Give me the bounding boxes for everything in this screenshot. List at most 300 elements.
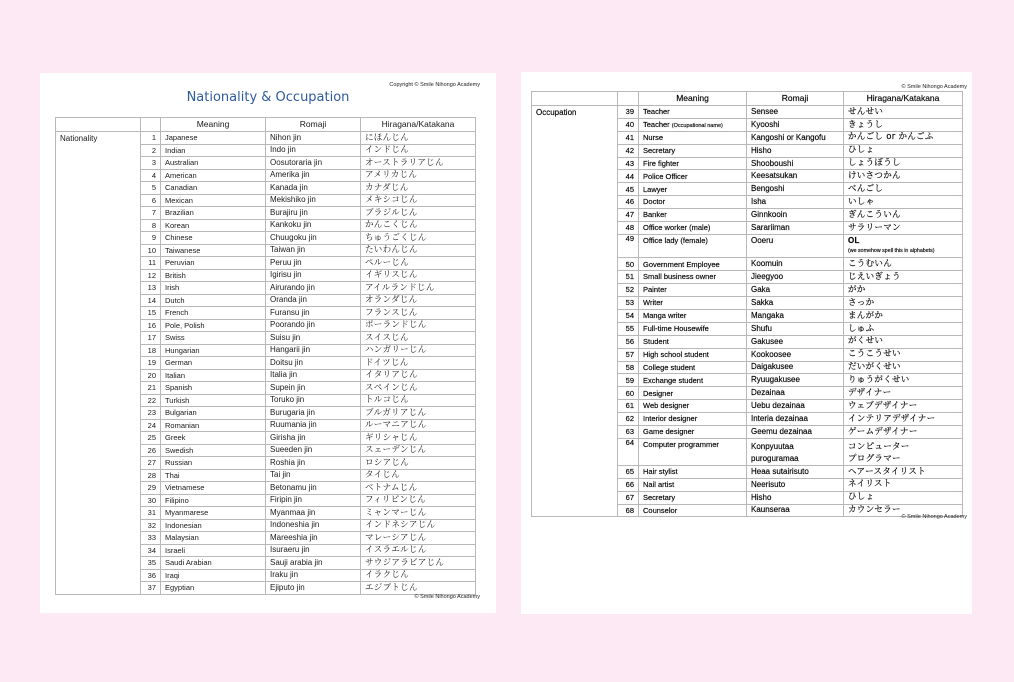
kana-text: がくせい xyxy=(848,336,884,347)
kana-text: スペインじん xyxy=(365,382,418,393)
kana-cell xyxy=(844,400,963,413)
romaji-text: Poorando jin xyxy=(270,320,315,330)
romaji-cell xyxy=(747,131,844,144)
meaning-text: Nurse xyxy=(643,132,664,142)
romaji-cell xyxy=(747,144,844,157)
row-number: 34 xyxy=(141,544,161,557)
column-header-romaji: Romaji xyxy=(747,92,844,106)
meaning-cell xyxy=(161,532,266,545)
romaji-text: Geemu dezainaa xyxy=(751,426,812,436)
meaning-text: Manga writer xyxy=(643,311,687,321)
meaning-text: Indonesian xyxy=(165,520,202,530)
meaning-text: Painter xyxy=(643,285,667,295)
meaning-text: Computer programmer xyxy=(643,439,719,449)
romaji-cell xyxy=(266,557,361,570)
romaji-text: Roshia jin xyxy=(270,457,306,467)
kana-text: イタリアじん xyxy=(365,370,418,380)
kana-cell xyxy=(844,106,963,119)
meaning-text: Turkish xyxy=(165,395,190,405)
kana-text: にほんじん xyxy=(365,132,410,143)
romaji-text: Airurando jin xyxy=(270,282,315,292)
kana-text: エジプトじん xyxy=(365,582,418,593)
row-number: 4 xyxy=(141,169,161,182)
romaji-text: Gakusee xyxy=(751,336,784,346)
romaji-cell xyxy=(747,196,844,209)
kana-cell xyxy=(361,482,476,495)
romaji-cell xyxy=(266,344,361,357)
table-row xyxy=(532,106,963,119)
kana-cell xyxy=(361,144,476,157)
romaji-text: Tai jin xyxy=(270,470,291,480)
row-number: 64 xyxy=(618,438,639,465)
kana-cell xyxy=(361,232,476,245)
kana-cell xyxy=(844,425,963,438)
meaning-note: (Occupational name) xyxy=(671,122,723,129)
romaji-cell xyxy=(747,170,844,183)
romaji-cell xyxy=(266,532,361,545)
romaji-text: Peruu jin xyxy=(270,257,302,267)
row-number: 48 xyxy=(618,222,639,235)
column-header-romaji: Romaji xyxy=(266,118,361,132)
kana-text: アイルランドじん xyxy=(365,282,435,293)
romaji-cell xyxy=(747,478,844,491)
romaji-cell xyxy=(747,374,844,387)
meaning-text: Teacher xyxy=(643,107,670,117)
meaning-cell xyxy=(639,374,747,387)
kana-text: インドじん xyxy=(365,145,410,155)
meaning-cell xyxy=(161,494,266,507)
meaning-cell xyxy=(161,407,266,420)
meaning-text: British xyxy=(165,270,186,280)
kana-text: かんごし or かんごふ xyxy=(848,132,934,143)
romaji-cell xyxy=(266,282,361,295)
romaji-text: Firipin jin xyxy=(270,495,303,505)
row-number: 29 xyxy=(141,482,161,495)
kana-text: ハンガリーじん xyxy=(365,345,427,355)
kana-cell xyxy=(844,491,963,504)
romaji-cell xyxy=(266,419,361,432)
kana-cell xyxy=(361,569,476,582)
row-number: 22 xyxy=(141,394,161,407)
romaji-cell xyxy=(747,491,844,504)
kana-cell xyxy=(361,319,476,332)
meaning-text: Thai xyxy=(165,470,180,480)
meaning-text: Filipino xyxy=(165,495,189,505)
row-number: 46 xyxy=(618,196,639,209)
meaning-text: Government Employee xyxy=(643,259,720,269)
meaning-cell xyxy=(639,413,747,426)
meaning-text: Hair stylist xyxy=(643,467,678,477)
meaning-text: Saudi Arabian xyxy=(165,558,212,567)
meaning-cell xyxy=(161,382,266,395)
meaning-text: Irish xyxy=(165,283,180,292)
row-number: 26 xyxy=(141,444,161,457)
kana-cell xyxy=(361,194,476,207)
romaji-cell xyxy=(266,457,361,470)
column-header-kana: Hiragana/Katakana xyxy=(361,118,476,132)
row-number: 50 xyxy=(618,258,639,271)
row-number: 28 xyxy=(141,469,161,482)
page-right xyxy=(521,72,972,614)
kana-cell xyxy=(844,465,963,478)
romaji-cell xyxy=(266,132,361,145)
meaning-cell xyxy=(161,369,266,382)
meaning-cell xyxy=(161,419,266,432)
kana-cell xyxy=(361,444,476,457)
kana-cell xyxy=(361,519,476,532)
row-number: 31 xyxy=(141,507,161,520)
romaji-cell xyxy=(266,382,361,395)
romaji-text: Heaa sutairisuto xyxy=(751,466,809,476)
kana-cell xyxy=(844,348,963,361)
meaning-text: Designer xyxy=(643,388,674,398)
kana-text: きょうし xyxy=(848,119,884,130)
kana-text: ひしょ xyxy=(848,145,875,156)
kana-text: トルコじん xyxy=(365,395,410,405)
kana-text: ウェブデザイナー xyxy=(848,400,918,411)
meaning-text: High school student xyxy=(643,349,709,359)
meaning-cell xyxy=(161,144,266,157)
meaning-text: Australian xyxy=(165,158,199,167)
romaji-text: Koomuin xyxy=(751,259,783,269)
kana-cell xyxy=(361,219,476,232)
page-left xyxy=(40,73,496,613)
romaji-cell xyxy=(266,182,361,195)
kana-text: しゅふ xyxy=(848,323,875,334)
kana-text: インテリアデザイナー xyxy=(848,413,936,424)
romaji-text: Uebu dezainaa xyxy=(751,401,805,411)
row-number: 43 xyxy=(618,157,639,170)
meaning-cell xyxy=(639,400,747,413)
meaning-cell xyxy=(639,196,747,209)
kana-text: ミャンマーじん xyxy=(365,507,427,518)
meaning-cell xyxy=(161,169,266,182)
meaning-text: Writer xyxy=(643,298,663,308)
meaning-text: Exchange student xyxy=(643,375,704,385)
column-header-kana: Hiragana/Katakana xyxy=(844,92,963,106)
meaning-cell xyxy=(639,387,747,400)
romaji-cell xyxy=(266,294,361,307)
romaji-text: Italia jin xyxy=(270,370,298,380)
kana-cell xyxy=(844,413,963,426)
romaji-text: Amerika jin xyxy=(270,170,310,180)
row-number: 30 xyxy=(141,494,161,507)
kana-text: イスラエルじん xyxy=(365,545,427,555)
meaning-cell xyxy=(639,348,747,361)
meaning-cell xyxy=(639,361,747,374)
romaji-cell xyxy=(747,271,844,284)
romaji-cell xyxy=(747,309,844,322)
copyright-notice: © Smile Nihongo Academy xyxy=(414,594,480,600)
romaji-text: Oosutoraria jin xyxy=(270,157,323,167)
kana-line: プログラマー xyxy=(848,453,901,464)
kana-text: イギリスじん xyxy=(365,270,418,280)
romaji-text: Ejiputo jin xyxy=(270,582,305,592)
romaji-text: Hisho xyxy=(751,145,772,155)
romaji-cell xyxy=(266,394,361,407)
romaji-text: Mekishiko jin xyxy=(270,195,316,205)
header-row xyxy=(532,92,963,106)
romaji-cell xyxy=(747,465,844,478)
kana-text: ロシアじん xyxy=(365,457,410,468)
kana-text: がか xyxy=(848,284,866,295)
romaji-text: Burugaria jin xyxy=(270,407,315,417)
kana-text: タイじん xyxy=(365,470,401,480)
romaji-text: Iraku jin xyxy=(270,570,299,580)
row-number: 65 xyxy=(618,465,639,478)
meaning-cell xyxy=(639,465,747,478)
meaning-text: Swiss xyxy=(165,333,185,342)
kana-text: サウジアラビアじん xyxy=(365,557,445,568)
row-number: 45 xyxy=(618,183,639,196)
meaning-cell xyxy=(639,504,747,517)
meaning-text: Hungarian xyxy=(165,345,200,355)
kana-text: サラリーマン xyxy=(848,222,901,233)
meaning-cell xyxy=(639,309,747,322)
meaning-text: Taiwanese xyxy=(165,245,201,255)
kana-cell xyxy=(844,387,963,400)
meaning-cell xyxy=(161,519,266,532)
romaji-text: Toruko jin xyxy=(270,395,305,405)
romaji-cell xyxy=(747,106,844,119)
row-number: 51 xyxy=(618,271,639,284)
meaning-cell xyxy=(639,322,747,335)
romaji-cell xyxy=(266,144,361,157)
row-number: 68 xyxy=(618,504,639,517)
kana-text: さっか xyxy=(848,297,875,308)
meaning-cell xyxy=(161,507,266,520)
kana-text: ブルガリアじん xyxy=(365,407,427,418)
romaji-text: Mareeshia jin xyxy=(270,532,318,542)
romaji-cell xyxy=(266,169,361,182)
kana-cell xyxy=(361,494,476,507)
romaji-cell xyxy=(747,183,844,196)
meaning-text: Chinese xyxy=(165,233,193,242)
meaning-cell xyxy=(639,183,747,196)
kana-text: ぎんこういん xyxy=(848,209,901,220)
meaning-text: Teacher xyxy=(643,119,670,129)
meaning-cell xyxy=(161,132,266,145)
meaning-cell xyxy=(161,157,266,170)
meaning-cell xyxy=(161,182,266,195)
row-number: 24 xyxy=(141,419,161,432)
kana-cell xyxy=(844,131,963,144)
meaning-cell xyxy=(639,118,747,131)
row-number: 54 xyxy=(618,309,639,322)
meaning-cell xyxy=(161,469,266,482)
kana-text: ひしょ xyxy=(848,492,875,503)
romaji-cell xyxy=(266,207,361,220)
romaji-cell xyxy=(266,519,361,532)
row-number: 18 xyxy=(141,344,161,357)
kana-cell xyxy=(844,234,963,258)
romaji-text: Sueeden jin xyxy=(270,445,313,455)
romaji-text: Shufu xyxy=(751,323,772,333)
romaji-cell xyxy=(747,425,844,438)
kana-cell xyxy=(361,432,476,445)
row-number: 62 xyxy=(618,413,639,426)
meaning-text: Secretary xyxy=(643,492,676,502)
kana-cell xyxy=(361,269,476,282)
romaji-cell xyxy=(266,269,361,282)
column-header-meaning: Meaning xyxy=(639,92,747,106)
kana-text: スェーデンじん xyxy=(365,445,427,455)
meaning-cell xyxy=(639,478,747,491)
kana-cell xyxy=(844,170,963,183)
meaning-cell xyxy=(639,284,747,297)
copyright-notice: © Smile Nihongo Academy xyxy=(901,514,967,520)
meaning-text: Web designer xyxy=(643,401,690,411)
romaji-cell xyxy=(747,413,844,426)
row-number: 47 xyxy=(618,209,639,222)
kana-cell xyxy=(844,258,963,271)
kana-text: デザイナー xyxy=(848,388,892,398)
copyright-notice: © Smile Nihongo Academy xyxy=(901,84,967,90)
row-number: 23 xyxy=(141,407,161,420)
romaji-cell xyxy=(266,494,361,507)
romaji-cell xyxy=(266,582,361,595)
row-number: 7 xyxy=(141,207,161,220)
meaning-cell xyxy=(639,144,747,157)
kana-note: (we somehow spell this in alphabets) xyxy=(848,248,935,255)
meaning-cell xyxy=(639,222,747,235)
table-row xyxy=(56,132,476,145)
row-number: 35 xyxy=(141,557,161,570)
meaning-text: Pole, Polish xyxy=(165,320,205,330)
row-number: 60 xyxy=(618,387,639,400)
romaji-text: Suisu jin xyxy=(270,332,301,342)
kana-text: だいがくせい xyxy=(848,362,901,373)
row-number: 5 xyxy=(141,182,161,195)
row-number: 42 xyxy=(618,144,639,157)
meaning-text: Brazilian xyxy=(165,208,194,217)
romaji-text: Ginnkooin xyxy=(751,210,788,220)
romaji-text: Doitsu jin xyxy=(270,357,303,367)
romaji-cell xyxy=(747,209,844,222)
kana-text: イラクじん xyxy=(365,570,410,580)
column-header-meaning: Meaning xyxy=(161,118,266,132)
kana-text: ドイツじん xyxy=(365,357,409,368)
meaning-text: Swedish xyxy=(165,445,194,455)
romaji-text: Keesatsukan xyxy=(751,171,798,181)
section-label: Nationality xyxy=(56,132,141,595)
romaji-cell xyxy=(747,284,844,297)
kana-cell xyxy=(844,284,963,297)
row-number: 55 xyxy=(618,322,639,335)
romaji-text: Kookoosee xyxy=(751,349,792,359)
meaning-text: Greek xyxy=(165,433,186,442)
kana-cell xyxy=(844,118,963,131)
kana-cell xyxy=(844,361,963,374)
row-number: 13 xyxy=(141,282,161,295)
kana-cell xyxy=(844,183,963,196)
meaning-cell xyxy=(161,544,266,557)
row-number: 9 xyxy=(141,232,161,245)
meaning-text: Police Officer xyxy=(643,171,688,181)
row-number: 10 xyxy=(141,244,161,257)
meaning-text: Student xyxy=(643,336,669,346)
meaning-cell xyxy=(161,257,266,270)
kana-cell xyxy=(361,344,476,357)
romaji-text: Ryuugakusee xyxy=(751,375,800,385)
romaji-text: Sakka xyxy=(751,298,774,308)
kana-cell xyxy=(361,157,476,170)
romaji-cell xyxy=(266,569,361,582)
kana-text: かんこくじん xyxy=(365,220,418,230)
meaning-text: Japanese xyxy=(165,133,198,142)
kana-cell xyxy=(361,182,476,195)
kana-cell xyxy=(844,438,963,465)
header-number-blank xyxy=(141,118,161,132)
romaji-cell xyxy=(266,444,361,457)
romaji-text: Shooboushi xyxy=(751,158,794,168)
meaning-cell xyxy=(161,232,266,245)
romaji-cell xyxy=(266,194,361,207)
kana-cell xyxy=(844,297,963,310)
kana-cell xyxy=(844,309,963,322)
romaji-cell xyxy=(266,232,361,245)
romaji-text: Isuraeru jin xyxy=(270,545,310,555)
meaning-cell xyxy=(161,194,266,207)
romaji-text: Sensee xyxy=(751,106,779,116)
romaji-text: Kankoku jin xyxy=(270,220,312,230)
kana-cell xyxy=(844,222,963,235)
kana-text: ルーマニアじん xyxy=(365,420,427,430)
romaji-cell xyxy=(266,319,361,332)
row-number: 8 xyxy=(141,219,161,232)
kana-text: メキシコじん xyxy=(365,195,418,205)
kana-text: ポーランドじん xyxy=(365,320,427,330)
kana-text: ネイリスト xyxy=(848,479,892,490)
meaning-text: Banker xyxy=(643,210,667,220)
kana-text: オーストラリアじん xyxy=(365,157,444,168)
romaji-cell xyxy=(266,219,361,232)
meaning-text: Canadian xyxy=(165,183,198,192)
meaning-text: Mexican xyxy=(165,195,193,205)
meaning-cell xyxy=(161,269,266,282)
romaji-cell xyxy=(266,157,361,170)
romaji-cell xyxy=(266,257,361,270)
meaning-text: American xyxy=(165,170,197,180)
meaning-cell xyxy=(161,457,266,470)
romaji-cell xyxy=(266,507,361,520)
kana-cell xyxy=(361,307,476,320)
kana-text: せんせい xyxy=(848,106,884,117)
meaning-text: German xyxy=(165,358,193,367)
meaning-text: Game designer xyxy=(643,427,695,437)
romaji-cell xyxy=(266,244,361,257)
romaji-cell xyxy=(266,469,361,482)
row-number: 33 xyxy=(141,532,161,545)
meaning-cell xyxy=(161,207,266,220)
kana-text: まんがか xyxy=(848,310,884,321)
meaning-text: Fire fighter xyxy=(643,158,679,168)
row-number: 11 xyxy=(141,257,161,270)
meaning-cell xyxy=(639,438,747,465)
romaji-text: Igirisu jin xyxy=(270,270,302,280)
romaji-cell xyxy=(747,258,844,271)
meaning-text: Malaysian xyxy=(165,533,199,542)
romaji-text: Gaka xyxy=(751,285,771,295)
meaning-text: Lawyer xyxy=(643,184,668,194)
romaji-cell xyxy=(747,387,844,400)
romaji-cell xyxy=(266,407,361,420)
romaji-cell xyxy=(747,322,844,335)
meaning-cell xyxy=(639,157,747,170)
romaji-cell xyxy=(747,222,844,235)
romaji-line: Konpyuutaa xyxy=(751,441,794,451)
meaning-text: Doctor xyxy=(643,197,666,207)
